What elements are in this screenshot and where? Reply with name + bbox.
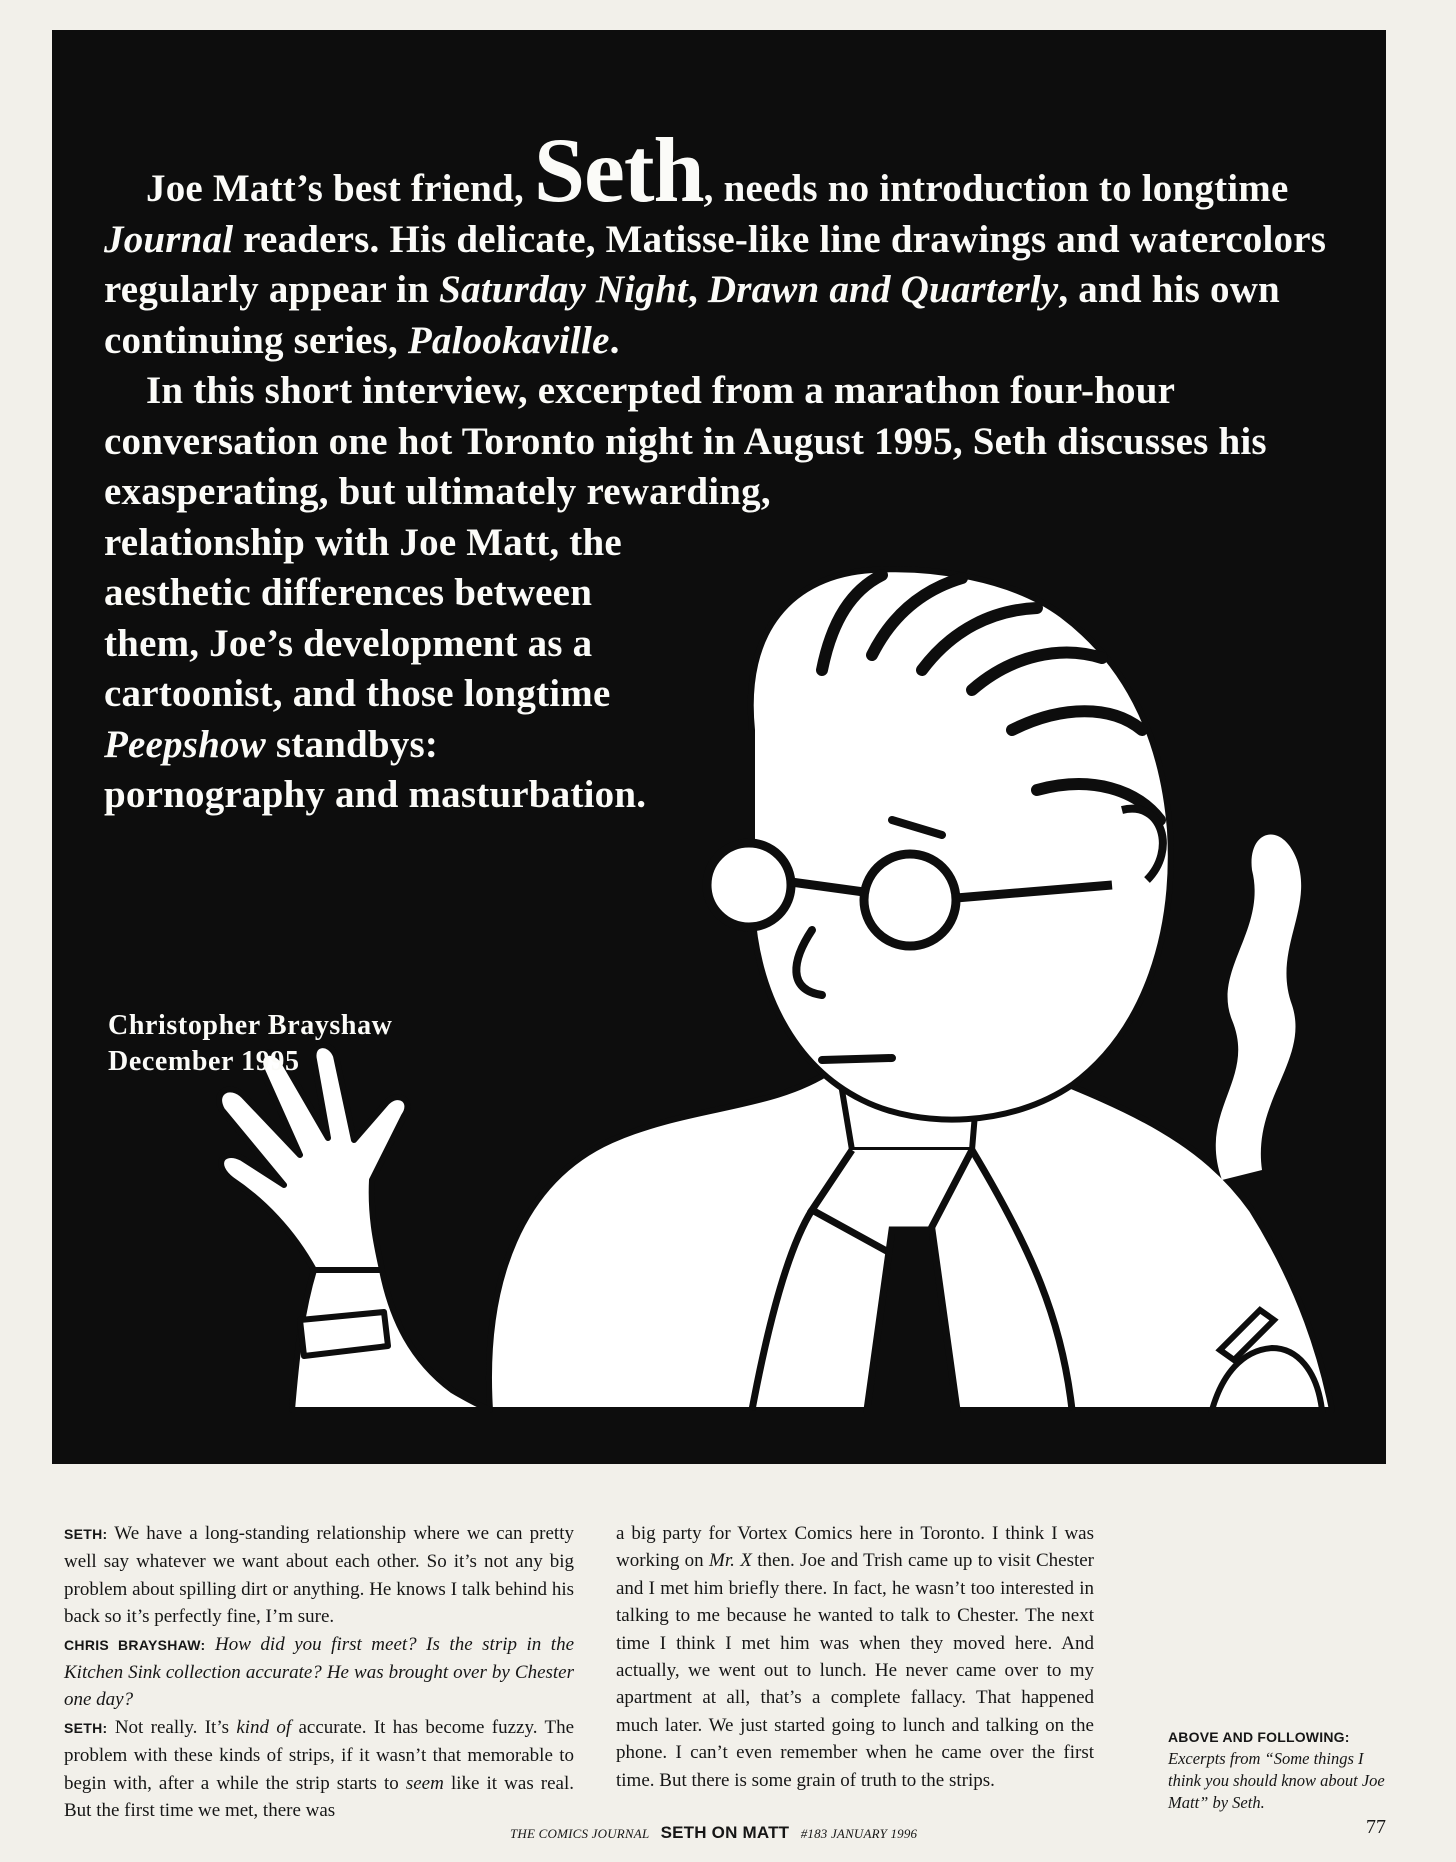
byline <box>108 1008 393 1080</box>
answer-emphasis: kind of <box>236 1716 292 1738</box>
page-footer <box>510 1823 917 1843</box>
speaker-label: SETH: <box>64 1719 108 1736</box>
answer-text: like it was real. But the first time we met, there was <box>64 1772 575 1822</box>
answer-text: Not really. It’s <box>114 1716 230 1738</box>
smoke-plume <box>1216 835 1301 1180</box>
caption-label: ABOVE AND FOLLOWING: <box>1168 1729 1350 1745</box>
palookaville-title: Palookaville <box>407 318 610 362</box>
intro-text-span: Joe Matt’s best friend, <box>146 167 524 210</box>
interview-column-2 <box>616 1520 1094 1794</box>
mr-x-title: Mr. X <box>709 1550 752 1572</box>
drawn-and-quarterly-title: Drawn and Quarterly <box>707 268 1059 311</box>
question-text: How did you first meet? Is the strip in the Kitchen Sink collection accurate? He was brought over by Chester one day? <box>64 1633 574 1711</box>
mouth <box>822 1058 892 1060</box>
answer-text: We have a long-standing relationship where we can pretty well say whatever we want about each other. So it’s not any big problem about spilling dirt or anything. He knows I talk behind his back so it’s perfectly fine, I’m sure. <box>64 1523 574 1628</box>
intro-text <box>104 119 1374 821</box>
speaker-label: SETH: <box>64 1526 108 1542</box>
caption-text: Excerpts from “Some things I think you should know about Joe Matt” by Seth. <box>1168 1749 1385 1812</box>
intro-text-span: , and his own continuing series, <box>104 268 1280 362</box>
footer-issue: #183 JANUARY 1996 <box>800 1826 918 1841</box>
answer-text: then. Joe and Trish came up to visit Chester and I met him briefly there. In fact, he wasn’t too interested in talking to me because he wanted to talk to Chester. The next time I think I met him was when they moved here. And actually, we went out to lunch. He never came over to my apartment at all, that’s a complete fallacy. That happened much later. We just started going to lunch and talking on the phone. I can’t even remember when he came over the first time. But there is some grain of truth to the strips. <box>616 1550 1095 1791</box>
saturday-night-title: Saturday Night <box>439 268 688 311</box>
answer-emphasis: seem <box>405 1772 444 1794</box>
answer-text: accurate. It has become fuzzy. The problem with these kinds of strips, if it wasn’t that memorable to begin with, after a while the strip starts to <box>64 1716 575 1794</box>
illustration-panel <box>52 30 1386 1464</box>
intro-text-span: In this short interview, excerpted from a marathon four-hour conversation one hot Toronto night in August 1995, Seth discusses his exasperating, but ultimately rewarding, <box>104 369 1267 513</box>
footer-article-title: SETH ON MATT <box>660 1823 790 1842</box>
intro-text-span: , <box>687 268 698 311</box>
intro-paragraph-1 <box>104 119 1374 366</box>
peepshow-title: Peepshow <box>104 722 266 766</box>
page-number: 77 <box>1366 1816 1386 1838</box>
intro-paragraph-2-narrow <box>104 518 664 821</box>
interview-column-1 <box>64 1520 574 1824</box>
footer-publication: THE COMICS JOURNAL <box>510 1826 650 1841</box>
intro-text-span: . <box>609 318 620 362</box>
answer-text: a big party for Vortex Comics here in Toronto. I think I was working on <box>616 1523 1094 1572</box>
image-caption <box>1168 1726 1398 1814</box>
seth-name-headline: Seth <box>533 119 704 221</box>
shirt-cuff <box>300 1312 388 1356</box>
intro-text-span: standbys: pornography and masturbation. <box>104 722 647 816</box>
intro-text-span: , needs no introduction to longtime <box>703 167 1289 210</box>
intro-text-span: readers. His delicate, Matisse-like line drawings and watercolors regularly appear in <box>104 217 1327 311</box>
speaker-label: CHRIS BRAYSHAW: <box>64 1636 206 1653</box>
intro-text-span: relationship with Joe Matt, the aesthetic differences between them, Joe’s development as a cartoonist, and those longtime <box>104 520 622 715</box>
byline-author: Christopher Brayshaw <box>108 1010 393 1041</box>
journal-title: Journal <box>104 217 234 261</box>
byline-date: December 1995 <box>108 1046 300 1077</box>
intro-paragraph-2 <box>104 366 1374 518</box>
